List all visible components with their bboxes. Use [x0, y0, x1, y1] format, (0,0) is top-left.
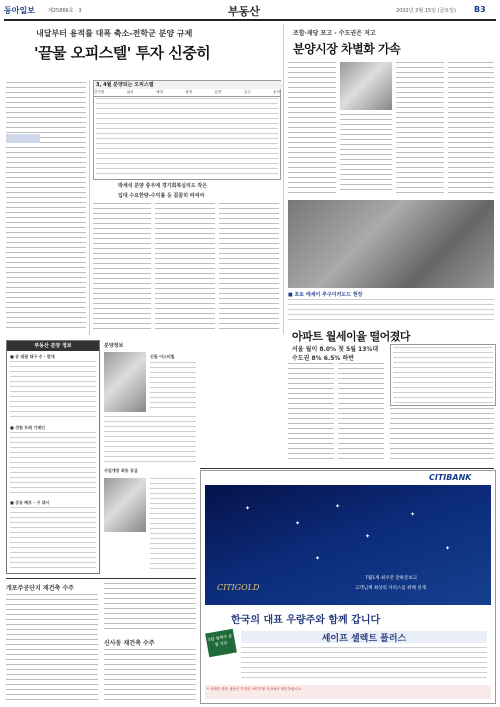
- rent-subhead-1: 서울 월이 8.0% 첫 5월 13%대: [292, 346, 379, 353]
- th-contact: 문의: [273, 90, 280, 94]
- ad-plan-name: 세이프 셀렉트 플러스: [241, 631, 487, 643]
- listing-box: [6, 340, 100, 574]
- rent-table-rows: [393, 347, 493, 403]
- building-render-image-2: [104, 478, 146, 532]
- listing-item: ■ 상공 베트 · 구 대시: [10, 500, 50, 505]
- cartoon-illustration: [340, 62, 392, 110]
- ad-badge: 3월 철째주 분할 정보: [205, 629, 237, 657]
- lead-body-col2: [93, 203, 151, 333]
- lead-headline: '끝물 오피스텔' 투자 신중히: [34, 44, 211, 62]
- paper-name: 동아일보: [4, 6, 35, 15]
- citibank-logo: CITIBANK: [429, 473, 472, 482]
- star-icon: ✦: [335, 503, 341, 510]
- ad-caption-2: 고객님께 최상의 서비스를 위해 설계: [355, 586, 426, 591]
- th-name: 단지명: [94, 90, 105, 94]
- lead-body-col3: [155, 203, 215, 333]
- star-icon: ✦: [295, 520, 301, 527]
- listing-item: ■ 성원 트레 기제인: [10, 425, 46, 430]
- right-body-col4: [448, 62, 494, 194]
- ad-top-rule: [200, 468, 494, 469]
- table-title: 3, 4월 분양되는 오피스텔: [94, 81, 282, 89]
- column-divider: [89, 80, 90, 335]
- listing-title: 부동산 분양 정보: [7, 341, 99, 351]
- bottom-column-title-2: 신사동 재건축 수주: [104, 640, 155, 647]
- lead-inline-highlight: [6, 134, 40, 143]
- table-header-row: [94, 90, 280, 97]
- citigold-mark: CITIGOLD: [217, 583, 260, 592]
- star-icon: ✦: [245, 505, 251, 512]
- photo-essay-caption: [288, 299, 494, 323]
- listing-item-body: [10, 361, 96, 421]
- ad-night-sky: [205, 485, 491, 605]
- bottom-column-body: [6, 594, 98, 702]
- th-units: 세대: [155, 90, 163, 94]
- bottom-column-body-2: [104, 583, 196, 633]
- center-listing-title: 분양정보: [104, 343, 124, 349]
- masthead: [4, 3, 496, 21]
- right-body-col1: [288, 62, 336, 194]
- listing-item-body: [10, 432, 96, 496]
- ad-slogan: 한국의 대표 우량주와 함께 갑니다: [231, 615, 381, 626]
- right-headline: 분양시장 차별화 가속: [293, 42, 401, 56]
- column-divider: [283, 24, 284, 334]
- center-project-name: 신림 이스터빌: [150, 354, 175, 359]
- bottom-column-body-3: [104, 649, 196, 702]
- bottom-rule: [6, 578, 196, 579]
- rent-table: [390, 344, 496, 406]
- citibank-ad: [200, 470, 496, 704]
- ad-footer: * 자세한 상품 내용은 가까운 씨티은행 지점에서 확인하십시오.: [205, 685, 491, 699]
- right-kicker: 조합·재당 포고 - 수도권은 저고: [293, 30, 376, 37]
- photo-essay-image: [288, 200, 494, 288]
- ad-caption-1: 7월1세 최수잔 달하문보고: [365, 576, 418, 581]
- center-subtitle: 사업개장 최동 공급: [104, 468, 138, 473]
- center-project-body: [150, 362, 196, 412]
- photo-essay-title: ■ 포토 에세이 추구이커도드 현장: [288, 292, 363, 298]
- rent-headline: 아파트 월세이율 떨어졌다: [292, 330, 411, 343]
- th-move-in: 입주: [243, 90, 251, 94]
- star-icon: ✦: [315, 555, 321, 562]
- star-icon: ✦: [365, 533, 371, 540]
- page-number: B3: [474, 5, 486, 14]
- rent-body-col3: [390, 408, 494, 463]
- listing-item: ■ 공 대림 대구 수 · 편개: [10, 354, 55, 359]
- lead-body-col1: [6, 82, 86, 332]
- th-size: 평형: [185, 90, 193, 94]
- section-title: 부동산: [228, 5, 260, 18]
- lead-kicker: 내달부터 용적률 대폭 축소-전학군 분양 규제: [36, 29, 193, 38]
- right-body-col2: [340, 114, 392, 194]
- star-icon: ✦: [445, 545, 451, 552]
- th-sale: 분양: [214, 90, 222, 94]
- ad-plan-details: [241, 647, 487, 681]
- table-rows: [96, 98, 278, 176]
- rent-subhead-2: 수도권 8% 6.5% 하반: [292, 355, 355, 362]
- issue-number: 제25866호 · 3: [48, 8, 82, 14]
- right-body-col3: [396, 62, 444, 194]
- star-icon: ✦: [410, 511, 416, 518]
- building-render-image: [104, 352, 146, 412]
- bottom-column-title: 개포주공단지 재건축 수주: [6, 585, 74, 592]
- listing-item-body: [10, 507, 96, 569]
- lead-deck-1: 박세석 분양 중우에 경기회복심리도 작은: [118, 183, 208, 189]
- rent-body-col1: [288, 363, 334, 463]
- lead-body-col4: [219, 203, 279, 333]
- issue-date: 2002년 3월 15일 (금요일): [396, 8, 456, 14]
- lead-deck-2: 입대 수요한량-수익률 등 꼼꼼히 따져야: [118, 193, 205, 199]
- rent-body-col2: [338, 363, 384, 463]
- th-location: 위치: [126, 90, 134, 94]
- offices-table: [93, 80, 281, 180]
- center-body-1: [104, 416, 196, 464]
- center-body-2: [150, 478, 196, 572]
